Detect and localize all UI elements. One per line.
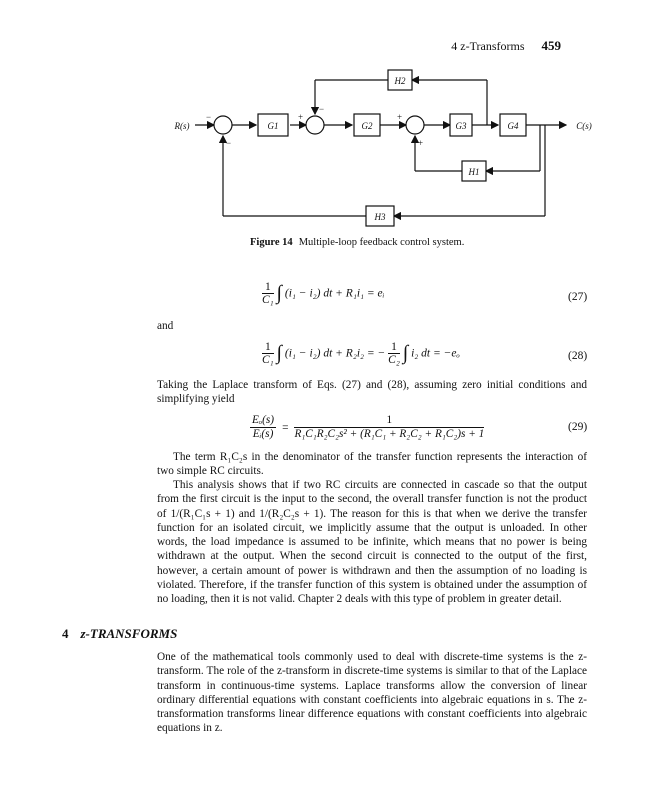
paragraph-ztransform: One of the mathematical tools commonly used to deal with discrete-time systems is the z-transform. The role of the z-transform in discrete-time systems is similar to that of the Laplace transform in continuous-time systems. Laplace transforms allow the conversion of linear ordinary differential equations with constant coefficients into algebraic equations in s. The z-transformation transforms linear difference equations with constant coefficients into algebraic equations in z. [157,651,587,735]
label-h3: H3 [374,212,386,222]
summing-junction-1 [214,116,232,134]
label-h1: H1 [468,167,480,177]
eq29-number: (29) [568,421,588,433]
label-h2: H2 [394,76,406,86]
eq28-number: (28) [568,350,588,362]
eq27-number: (27) [568,291,588,303]
paragraph-laplace: Taking the Laplace transform of Eqs. (27) and (28), assuming zero initial conditions and simplifying yield [157,379,587,406]
paragraph-term: The term R₁C₂s in the denominator of the transfer function represents the interaction of two simple RC circuits. [157,451,587,478]
sign-s1-bottom: − [226,138,232,148]
summing-junction-2 [306,116,324,134]
equation-27: $\frac{1}{\text{C₁}}$ ∫ (i₁ − i₂) dt + R₁i₁ = eᵢ [262,281,385,306]
eq28-left: (i₁ − i₂) dt + R₂i₂ = − [284,347,386,360]
block-diagram [0,0,647,240]
eq29-rhs-num: 1 [294,414,484,428]
sign-s3-top: + [397,112,403,122]
label-g2: G2 [361,121,373,131]
equation-28: $\frac{1}{\text{C₁}}$ ∫ (i₁ − i₂) dt + R₂i₂ = − $\frac{1}{\text{C₂}}$ ∫ i₂ dt = −eₒ [262,341,460,366]
equation-29: $\frac{\text{Eₒ(s)}}{\text{Eᵢ(s)}}$ = $\frac{1}{\text{R₁C₁R₂C₂s² + (R₁C₁ + R₂C₂ + R₁C₂)s + 1}}$ [252,414,485,440]
figure-caption-text: Multiple-loop feedback control system. [298,237,465,248]
sign-s1-top: − [206,112,212,122]
eq27-fraction: $\frac{1}{\text{C₁}}$ [262,281,274,306]
eq28-right: i₂ dt = −eₒ [411,347,460,360]
eq29-rhs-den: R₁C₁R₂C₂s² + (R₁C₁ + R₂C₂ + R₁C₂)s + 1 [294,428,485,440]
label-g3: G3 [455,121,467,131]
sign-s2-top: + [298,112,304,122]
label-g1: G1 [267,121,279,131]
label-g4: G4 [507,121,519,131]
sign-s3-bottom: + [418,138,424,148]
eq27-body: (i₁ − i₂) dt + R₁i₁ = eᵢ [284,287,385,300]
input-label: R(s) [174,121,190,131]
figure-caption [250,237,464,248]
running-title: 4 z-Transforms [451,39,525,53]
sign-s2-minus: − [319,104,325,114]
section-title: z-TRANSFORMS [80,626,178,641]
section-heading [62,626,177,642]
paragraph-analysis: This analysis shows that if two RC circuits are connected in cascade so that the output from the first circuit is the input to the second, the overall transfer function is not the product of 1/(R₁C₁s + 1) and 1/(R₂C₂s + 1). The reason for this is that when we derive the transfer function for an isolated circuit, we implicitly assume that the output is unloaded. In other words, the load impedance is assumed to be infinite, which means that no power is being withdrawn at the output. When the second circuit is connected to the output of the first, however, a certain amount of power is withdrawn and then the assumption of no loading is violated. Therefore, if the transfer function of this system is obtained under the assumption of no loading, then it is not valid. Chapter 2 deals with this type of problem in greater detail. [157,479,587,606]
page-number: 459 [541,38,561,53]
figure-caption-label: Figure 14 [250,237,293,248]
eq29-lhs-num: Eₒ(s) [252,414,275,426]
eq29-lhs-den: Eᵢ(s) [252,428,274,440]
and-text: and [157,320,174,332]
section-number: 4 [62,626,69,641]
output-label: C(s) [576,121,592,131]
summing-junction-3 [406,116,424,134]
